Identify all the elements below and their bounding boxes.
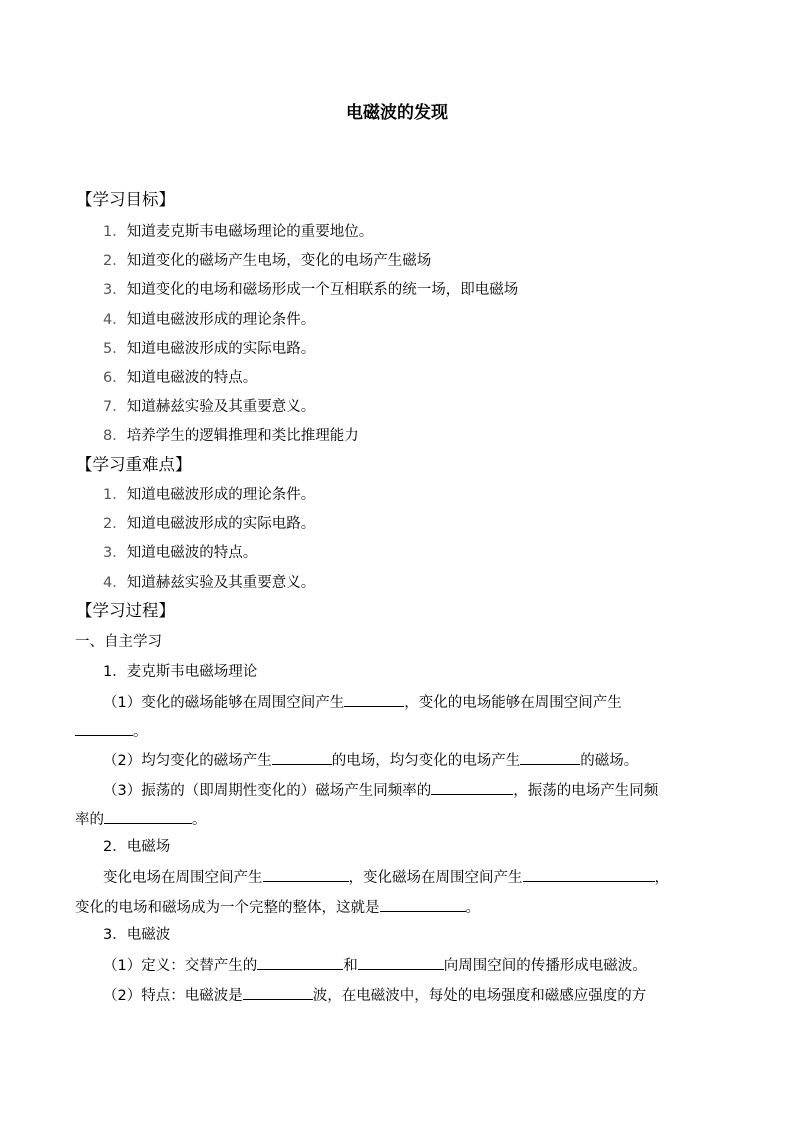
answer-blank[interactable]	[344, 691, 404, 707]
paragraph-line	[75, 896, 480, 918]
question-text: 和	[343, 958, 358, 974]
question-line	[103, 749, 638, 771]
section-heading-process: 【学习过程】	[76, 601, 175, 620]
answer-blank[interactable]	[243, 984, 313, 1000]
list-item	[103, 426, 359, 446]
list-item	[103, 222, 373, 242]
answer-blank[interactable]	[523, 866, 655, 882]
question-text: （1）变化的磁场能够在周围空间产生	[103, 695, 345, 711]
question-text: （1）定义：交替产生的	[103, 958, 258, 974]
answer-blank[interactable]	[358, 954, 444, 970]
list-item-text: 知道电磁波形成的实际电路。	[126, 341, 316, 357]
list-item	[103, 485, 315, 505]
question-text: 波，在电磁波中，每处的电场强度和磁感应强度的方	[312, 988, 647, 1004]
paragraph-text: ，	[654, 870, 669, 886]
list-item-text: 知道电磁波形成的理论条件。	[126, 487, 316, 503]
list-item-number: 4．	[103, 575, 127, 591]
section-heading-objectives: 【学习目标】	[76, 190, 175, 209]
subsection-title: 2．电磁场	[103, 839, 171, 855]
list-item-text: 培养学生的逻辑推理和类比推理能力	[126, 428, 359, 444]
list-item	[103, 368, 257, 388]
question-text: 。	[192, 812, 207, 828]
question-text: 的电场，均匀变化的电场产生	[331, 753, 521, 769]
list-item	[103, 543, 257, 563]
answer-blank[interactable]	[104, 808, 192, 824]
paragraph-text: ，变化磁场在周围空间产生	[348, 870, 523, 886]
question-text: （2）特点：电磁波是	[103, 988, 243, 1004]
question-text: （3）振荡的（即周期性变化的）磁场产生同频率的	[103, 783, 432, 799]
answer-blank[interactable]	[257, 954, 343, 970]
question-text: 的磁场。	[580, 753, 639, 769]
list-item-number: 1．	[103, 224, 127, 240]
list-item-text: 知道变化的磁场产生电场，变化的电场产生磁场	[126, 253, 432, 269]
list-item-text: 知道电磁波的特点。	[126, 370, 258, 386]
answer-blank[interactable]	[520, 749, 580, 765]
list-item-text: 知道电磁波形成的实际电路。	[126, 516, 316, 532]
list-item-number: 3．	[103, 545, 127, 561]
list-item-number: 7．	[103, 399, 127, 415]
list-item-number: 2．	[103, 516, 127, 532]
part-heading: 一、自主学习	[75, 634, 162, 650]
question-line	[103, 779, 658, 801]
paragraph-text: 变化电场在周围空间产生	[103, 870, 263, 886]
question-line	[75, 720, 148, 742]
list-item	[103, 310, 315, 330]
list-item	[103, 397, 315, 417]
list-item-number: 6．	[103, 370, 127, 386]
answer-blank[interactable]	[263, 866, 349, 882]
list-item-text: 知道变化的电场和磁场形成一个互相联系的统一场，即电磁场	[126, 282, 519, 298]
subsection-title: 1．麦克斯韦电磁场理论	[103, 664, 258, 680]
question-line	[103, 691, 622, 713]
question-text: 向周围空间的传播形成电磁波。	[443, 958, 647, 974]
list-item-number: 5．	[103, 341, 127, 357]
list-item-number: 1．	[103, 487, 127, 503]
list-item-number: 3．	[103, 282, 127, 298]
question-text: 。	[133, 724, 148, 740]
question-line	[103, 984, 646, 1006]
list-item-number: 2．	[103, 253, 127, 269]
list-item-text: 知道麦克斯韦电磁场理论的重要地位。	[126, 224, 374, 240]
list-item-text: 知道赫兹实验及其重要意义。	[126, 399, 316, 415]
list-item-text: 知道电磁波的特点。	[126, 545, 258, 561]
question-text: 率的	[75, 812, 104, 828]
list-item	[103, 573, 315, 593]
section-heading-key-points: 【学习重难点】	[76, 455, 192, 474]
subsection-title: 3．电磁波	[103, 927, 171, 943]
question-line	[103, 954, 647, 976]
answer-blank[interactable]	[380, 896, 466, 912]
question-text: ，振荡的电场产生同频	[513, 783, 659, 799]
list-item-text: 知道赫兹实验及其重要意义。	[126, 575, 316, 591]
question-text: （2）均匀变化的磁场产生	[103, 753, 272, 769]
answer-blank[interactable]	[75, 720, 133, 736]
paragraph-line	[103, 866, 669, 888]
paragraph-text: 变化的电场和磁场成为一个完整的整体，这就是	[75, 900, 380, 916]
list-item	[103, 339, 315, 359]
list-item	[103, 280, 518, 300]
question-text: ，变化的电场能够在周围空间产生	[404, 695, 622, 711]
question-line	[75, 808, 207, 830]
answer-blank[interactable]	[272, 749, 332, 765]
paragraph-text: 。	[465, 900, 480, 916]
list-item	[103, 514, 315, 534]
answer-blank[interactable]	[431, 779, 513, 795]
page-title: 电磁波的发现	[346, 103, 448, 123]
list-item	[103, 251, 431, 271]
list-item-number: 4．	[103, 312, 127, 328]
list-item-text: 知道电磁波形成的理论条件。	[126, 312, 316, 328]
list-item-number: 8．	[103, 428, 127, 444]
